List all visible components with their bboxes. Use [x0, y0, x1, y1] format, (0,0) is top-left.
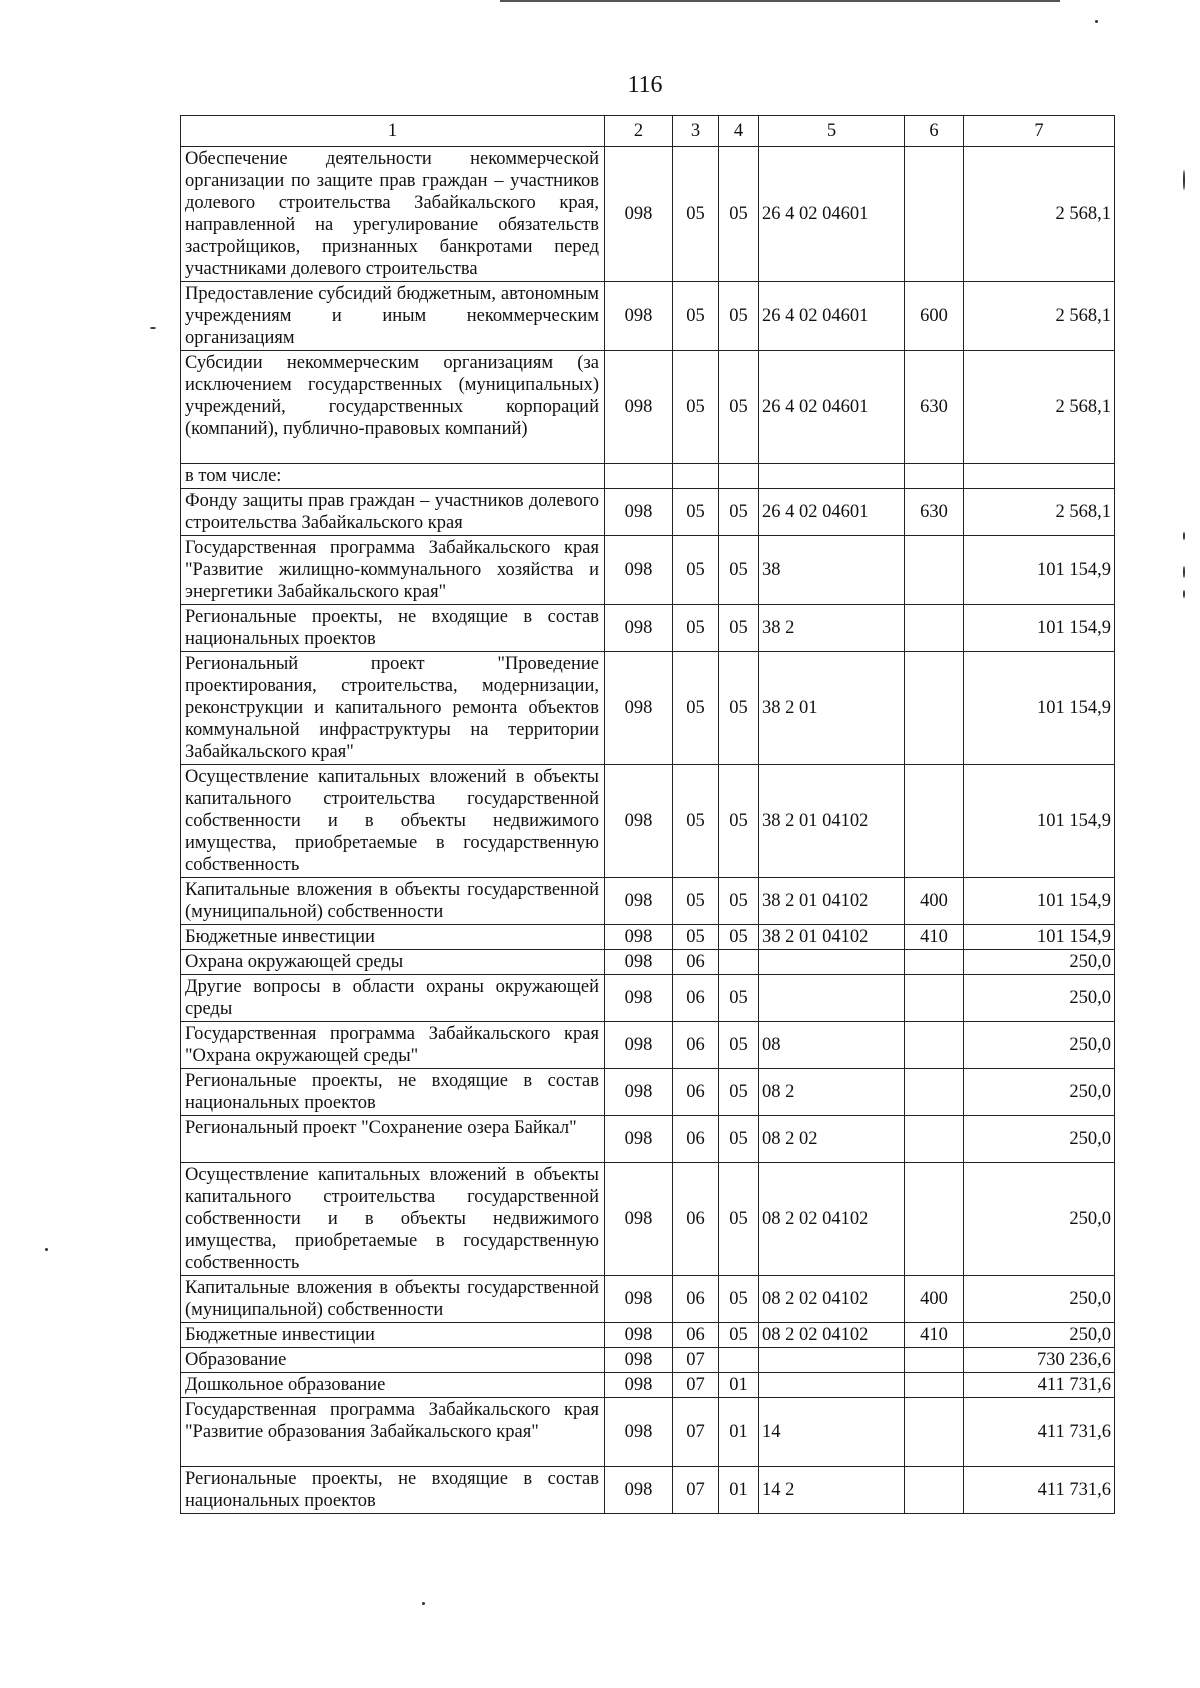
cell-item-name: Осуществление капитальных вложений в объекты капитального строительства государственной собственности и в объекты недвижимого имущества, приобретаемые в государственную собственность — [181, 765, 605, 878]
scan-speck — [1095, 20, 1098, 23]
cell-subsection-code: 05 — [719, 1323, 759, 1348]
cell-section-code: 06 — [673, 1276, 719, 1323]
cell-subsection-code: 05 — [719, 652, 759, 765]
cell-subsection-code: 05 — [719, 536, 759, 605]
cell-ministry-code: 098 — [605, 1348, 673, 1373]
cell-ministry-code: 098 — [605, 536, 673, 605]
cell-item-name: Государственная программа Забайкальского края "Развитие жилищно-коммунального хозяйства и энергетики Забайкальского края" — [181, 536, 605, 605]
cell-section-code: 05 — [673, 147, 719, 282]
table-row — [181, 536, 1115, 605]
cell-target-article-code: 08 — [759, 1022, 905, 1069]
cell-section-code: 05 — [673, 605, 719, 652]
cell-section-code: 05 — [673, 489, 719, 536]
cell-expense-type-code — [905, 536, 964, 605]
cell-subsection-code: 05 — [719, 489, 759, 536]
table-row — [181, 1163, 1115, 1276]
cell-subsection-code: 05 — [719, 1276, 759, 1323]
cell-section-code: 07 — [673, 1373, 719, 1398]
header-col-5: 5 — [759, 116, 905, 147]
cell-subsection-code: 01 — [719, 1373, 759, 1398]
budget-table — [180, 115, 1115, 1514]
cell-item-name: Субсидии некоммерческим организациям (за исключением государственных (муниципальных) учреждений, государственных корпораций (компаний), публично-правовых компаний) — [181, 351, 605, 464]
cell-amount: 250,0 — [964, 1069, 1115, 1116]
cell-expense-type-code — [905, 1116, 964, 1163]
cell-target-article-code: 14 2 — [759, 1467, 905, 1514]
cell-item-name: Региональные проекты, не входящие в состав национальных проектов — [181, 605, 605, 652]
table-row — [181, 950, 1115, 975]
cell-section-code: 07 — [673, 1467, 719, 1514]
cell-item-name: Бюджетные инвестиции — [181, 1323, 605, 1348]
cell-target-article-code — [759, 1348, 905, 1373]
cell-subsection-code: 01 — [719, 1467, 759, 1514]
scan-top-border — [500, 0, 1060, 2]
cell-item-name: Бюджетные инвестиции — [181, 925, 605, 950]
cell-subsection-code: 05 — [719, 1163, 759, 1276]
cell-item-name: Государственная программа Забайкальского края "Развитие образования Забайкальского края" — [181, 1398, 605, 1467]
cell-expense-type-code — [905, 1022, 964, 1069]
table-row — [181, 605, 1115, 652]
cell-amount: 250,0 — [964, 1276, 1115, 1323]
table-row — [181, 351, 1115, 464]
cell-target-article-code: 38 2 01 04102 — [759, 765, 905, 878]
scan-speck — [1183, 590, 1185, 598]
cell-item-name: Осуществление капитальных вложений в объекты капитального строительства государственной собственности и в объекты недвижимого имущества, приобретаемые в государственную собственность — [181, 1163, 605, 1276]
cell-section-code: 06 — [673, 1022, 719, 1069]
cell-subsection-code: 05 — [719, 975, 759, 1022]
cell-section-code: 05 — [673, 765, 719, 878]
cell-amount: 101 154,9 — [964, 536, 1115, 605]
cell-ministry-code — [605, 464, 673, 489]
cell-ministry-code: 098 — [605, 282, 673, 351]
cell-amount: 411 731,6 — [964, 1373, 1115, 1398]
cell-item-name: Капитальные вложения в объекты государственной (муниципальной) собственности — [181, 878, 605, 925]
cell-subsection-code: 05 — [719, 925, 759, 950]
cell-item-name: Предоставление субсидий бюджетным, автономным учреждениям и иным некоммерческим организациям — [181, 282, 605, 351]
cell-amount: 101 154,9 — [964, 925, 1115, 950]
cell-item-name: Дошкольное образование — [181, 1373, 605, 1398]
cell-ministry-code: 098 — [605, 605, 673, 652]
cell-expense-type-code: 410 — [905, 1323, 964, 1348]
cell-ministry-code: 098 — [605, 1398, 673, 1467]
cell-amount: 730 236,6 — [964, 1348, 1115, 1373]
cell-target-article-code: 26 4 02 04601 — [759, 489, 905, 536]
cell-target-article-code: 26 4 02 04601 — [759, 147, 905, 282]
cell-ministry-code: 098 — [605, 1069, 673, 1116]
table-row — [181, 464, 1115, 489]
cell-amount: 2 568,1 — [964, 351, 1115, 464]
scan-speck — [1183, 532, 1185, 540]
cell-target-article-code — [759, 464, 905, 489]
header-col-3: 3 — [673, 116, 719, 147]
cell-amount: 101 154,9 — [964, 605, 1115, 652]
table-row — [181, 765, 1115, 878]
cell-section-code: 06 — [673, 950, 719, 975]
cell-expense-type-code — [905, 765, 964, 878]
cell-target-article-code: 08 2 — [759, 1069, 905, 1116]
table-row — [181, 489, 1115, 536]
cell-expense-type-code — [905, 1163, 964, 1276]
page-number: 116 — [627, 72, 663, 98]
cell-amount — [964, 464, 1115, 489]
cell-item-name: Региональный проект "Проведение проектирования, строительства, модернизации, реконструкции и капитального ремонта объектов коммунальной инфраструктуры на территории Забайкальского края" — [181, 652, 605, 765]
table-row — [181, 282, 1115, 351]
cell-expense-type-code — [905, 1467, 964, 1514]
cell-amount: 250,0 — [964, 950, 1115, 975]
cell-target-article-code: 26 4 02 04601 — [759, 282, 905, 351]
scan-speck — [422, 1602, 425, 1605]
scan-speck — [150, 327, 156, 329]
cell-ministry-code: 098 — [605, 1467, 673, 1514]
table-row — [181, 1022, 1115, 1069]
cell-item-name: Капитальные вложения в объекты государственной (муниципальной) собственности — [181, 1276, 605, 1323]
cell-expense-type-code — [905, 605, 964, 652]
cell-subsection-code — [719, 464, 759, 489]
cell-ministry-code: 098 — [605, 878, 673, 925]
cell-expense-type-code: 400 — [905, 878, 964, 925]
cell-target-article-code: 26 4 02 04601 — [759, 351, 905, 464]
cell-item-name: Фонду защиты прав граждан – участников долевого строительства Забайкальского края — [181, 489, 605, 536]
cell-subsection-code: 05 — [719, 1022, 759, 1069]
cell-target-article-code: 38 2 01 — [759, 652, 905, 765]
cell-target-article-code — [759, 950, 905, 975]
table-row — [181, 925, 1115, 950]
cell-amount: 250,0 — [964, 1022, 1115, 1069]
header-col-1: 1 — [181, 116, 605, 147]
cell-item-name: Другие вопросы в области охраны окружающей среды — [181, 975, 605, 1022]
cell-expense-type-code: 400 — [905, 1276, 964, 1323]
table-row — [181, 975, 1115, 1022]
cell-subsection-code: 05 — [719, 605, 759, 652]
cell-section-code: 07 — [673, 1348, 719, 1373]
cell-item-name: Региональные проекты, не входящие в состав национальных проектов — [181, 1467, 605, 1514]
table-row — [181, 1348, 1115, 1373]
cell-ministry-code: 098 — [605, 1163, 673, 1276]
cell-expense-type-code: 630 — [905, 351, 964, 464]
cell-amount: 411 731,6 — [964, 1467, 1115, 1514]
cell-target-article-code: 14 — [759, 1398, 905, 1467]
cell-amount: 250,0 — [964, 1116, 1115, 1163]
cell-ministry-code: 098 — [605, 1022, 673, 1069]
table-row — [181, 1276, 1115, 1323]
header-col-4: 4 — [719, 116, 759, 147]
cell-subsection-code: 05 — [719, 765, 759, 878]
cell-ministry-code: 098 — [605, 925, 673, 950]
cell-expense-type-code: 410 — [905, 925, 964, 950]
table-row — [181, 652, 1115, 765]
cell-amount: 411 731,6 — [964, 1398, 1115, 1467]
cell-section-code: 05 — [673, 282, 719, 351]
table-row — [181, 1398, 1115, 1467]
cell-subsection-code: 01 — [719, 1398, 759, 1467]
cell-subsection-code: 05 — [719, 282, 759, 351]
cell-ministry-code: 098 — [605, 1116, 673, 1163]
cell-amount: 101 154,9 — [964, 765, 1115, 878]
cell-section-code: 05 — [673, 652, 719, 765]
cell-section-code: 06 — [673, 975, 719, 1022]
cell-subsection-code — [719, 950, 759, 975]
cell-item-name: в том числе: — [181, 464, 605, 489]
scan-speck — [1183, 566, 1185, 578]
cell-target-article-code: 08 2 02 04102 — [759, 1163, 905, 1276]
cell-item-name: Государственная программа Забайкальского края "Охрана окружающей среды" — [181, 1022, 605, 1069]
cell-section-code — [673, 464, 719, 489]
cell-ministry-code: 098 — [605, 1323, 673, 1348]
cell-expense-type-code: 600 — [905, 282, 964, 351]
cell-expense-type-code — [905, 147, 964, 282]
cell-amount: 2 568,1 — [964, 147, 1115, 282]
cell-subsection-code: 05 — [719, 878, 759, 925]
scan-speck — [45, 1248, 48, 1251]
cell-ministry-code: 098 — [605, 652, 673, 765]
cell-amount: 250,0 — [964, 1163, 1115, 1276]
cell-section-code: 06 — [673, 1116, 719, 1163]
cell-target-article-code — [759, 1373, 905, 1398]
cell-section-code: 06 — [673, 1069, 719, 1116]
cell-subsection-code: 05 — [719, 351, 759, 464]
scan-speck — [1183, 170, 1185, 190]
cell-expense-type-code — [905, 1069, 964, 1116]
cell-expense-type-code — [905, 1348, 964, 1373]
header-col-6: 6 — [905, 116, 964, 147]
cell-ministry-code: 098 — [605, 1373, 673, 1398]
cell-target-article-code: 38 2 01 04102 — [759, 925, 905, 950]
cell-section-code: 07 — [673, 1398, 719, 1467]
cell-amount: 101 154,9 — [964, 652, 1115, 765]
cell-ministry-code: 098 — [605, 975, 673, 1022]
cell-ministry-code: 098 — [605, 351, 673, 464]
table-row — [181, 1373, 1115, 1398]
cell-ministry-code: 098 — [605, 489, 673, 536]
cell-ministry-code: 098 — [605, 765, 673, 878]
cell-target-article-code: 08 2 02 04102 — [759, 1276, 905, 1323]
cell-amount: 2 568,1 — [964, 282, 1115, 351]
cell-section-code: 05 — [673, 351, 719, 464]
cell-item-name: Обеспечение деятельности некоммерческой организации по защите прав граждан – участников долевого строительства Забайкальского края, направленной на урегулирование обязательств застройщиков, признанных банкротами перед участниками долевого строительства — [181, 147, 605, 282]
table-row — [181, 878, 1115, 925]
table-row — [181, 147, 1115, 282]
cell-subsection-code — [719, 1348, 759, 1373]
cell-ministry-code: 098 — [605, 950, 673, 975]
cell-item-name: Охрана окружающей среды — [181, 950, 605, 975]
table-row — [181, 1069, 1115, 1116]
cell-expense-type-code — [905, 975, 964, 1022]
cell-section-code: 06 — [673, 1163, 719, 1276]
cell-item-name: Региональные проекты, не входящие в состав национальных проектов — [181, 1069, 605, 1116]
cell-amount: 250,0 — [964, 1323, 1115, 1348]
table-row — [181, 1467, 1115, 1514]
cell-target-article-code: 38 2 — [759, 605, 905, 652]
cell-item-name: Региональный проект "Сохранение озера Байкал" — [181, 1116, 605, 1163]
cell-amount: 250,0 — [964, 975, 1115, 1022]
cell-target-article-code: 08 2 02 04102 — [759, 1323, 905, 1348]
cell-expense-type-code — [905, 652, 964, 765]
cell-target-article-code: 38 2 01 04102 — [759, 878, 905, 925]
cell-ministry-code: 098 — [605, 1276, 673, 1323]
table-row — [181, 1116, 1115, 1163]
header-col-7: 7 — [964, 116, 1115, 147]
table-header-row — [181, 116, 1115, 147]
cell-section-code: 05 — [673, 925, 719, 950]
cell-expense-type-code — [905, 464, 964, 489]
cell-target-article-code: 38 — [759, 536, 905, 605]
cell-target-article-code: 08 2 02 — [759, 1116, 905, 1163]
cell-expense-type-code — [905, 950, 964, 975]
cell-expense-type-code: 630 — [905, 489, 964, 536]
cell-item-name: Образование — [181, 1348, 605, 1373]
cell-target-article-code — [759, 975, 905, 1022]
cell-subsection-code: 05 — [719, 147, 759, 282]
cell-section-code: 05 — [673, 536, 719, 605]
cell-subsection-code: 05 — [719, 1069, 759, 1116]
cell-section-code: 05 — [673, 878, 719, 925]
cell-amount: 101 154,9 — [964, 878, 1115, 925]
cell-ministry-code: 098 — [605, 147, 673, 282]
cell-subsection-code: 05 — [719, 1116, 759, 1163]
cell-amount: 2 568,1 — [964, 489, 1115, 536]
cell-section-code: 06 — [673, 1323, 719, 1348]
cell-expense-type-code — [905, 1373, 964, 1398]
cell-expense-type-code — [905, 1398, 964, 1467]
header-col-2: 2 — [605, 116, 673, 147]
table-row — [181, 1323, 1115, 1348]
